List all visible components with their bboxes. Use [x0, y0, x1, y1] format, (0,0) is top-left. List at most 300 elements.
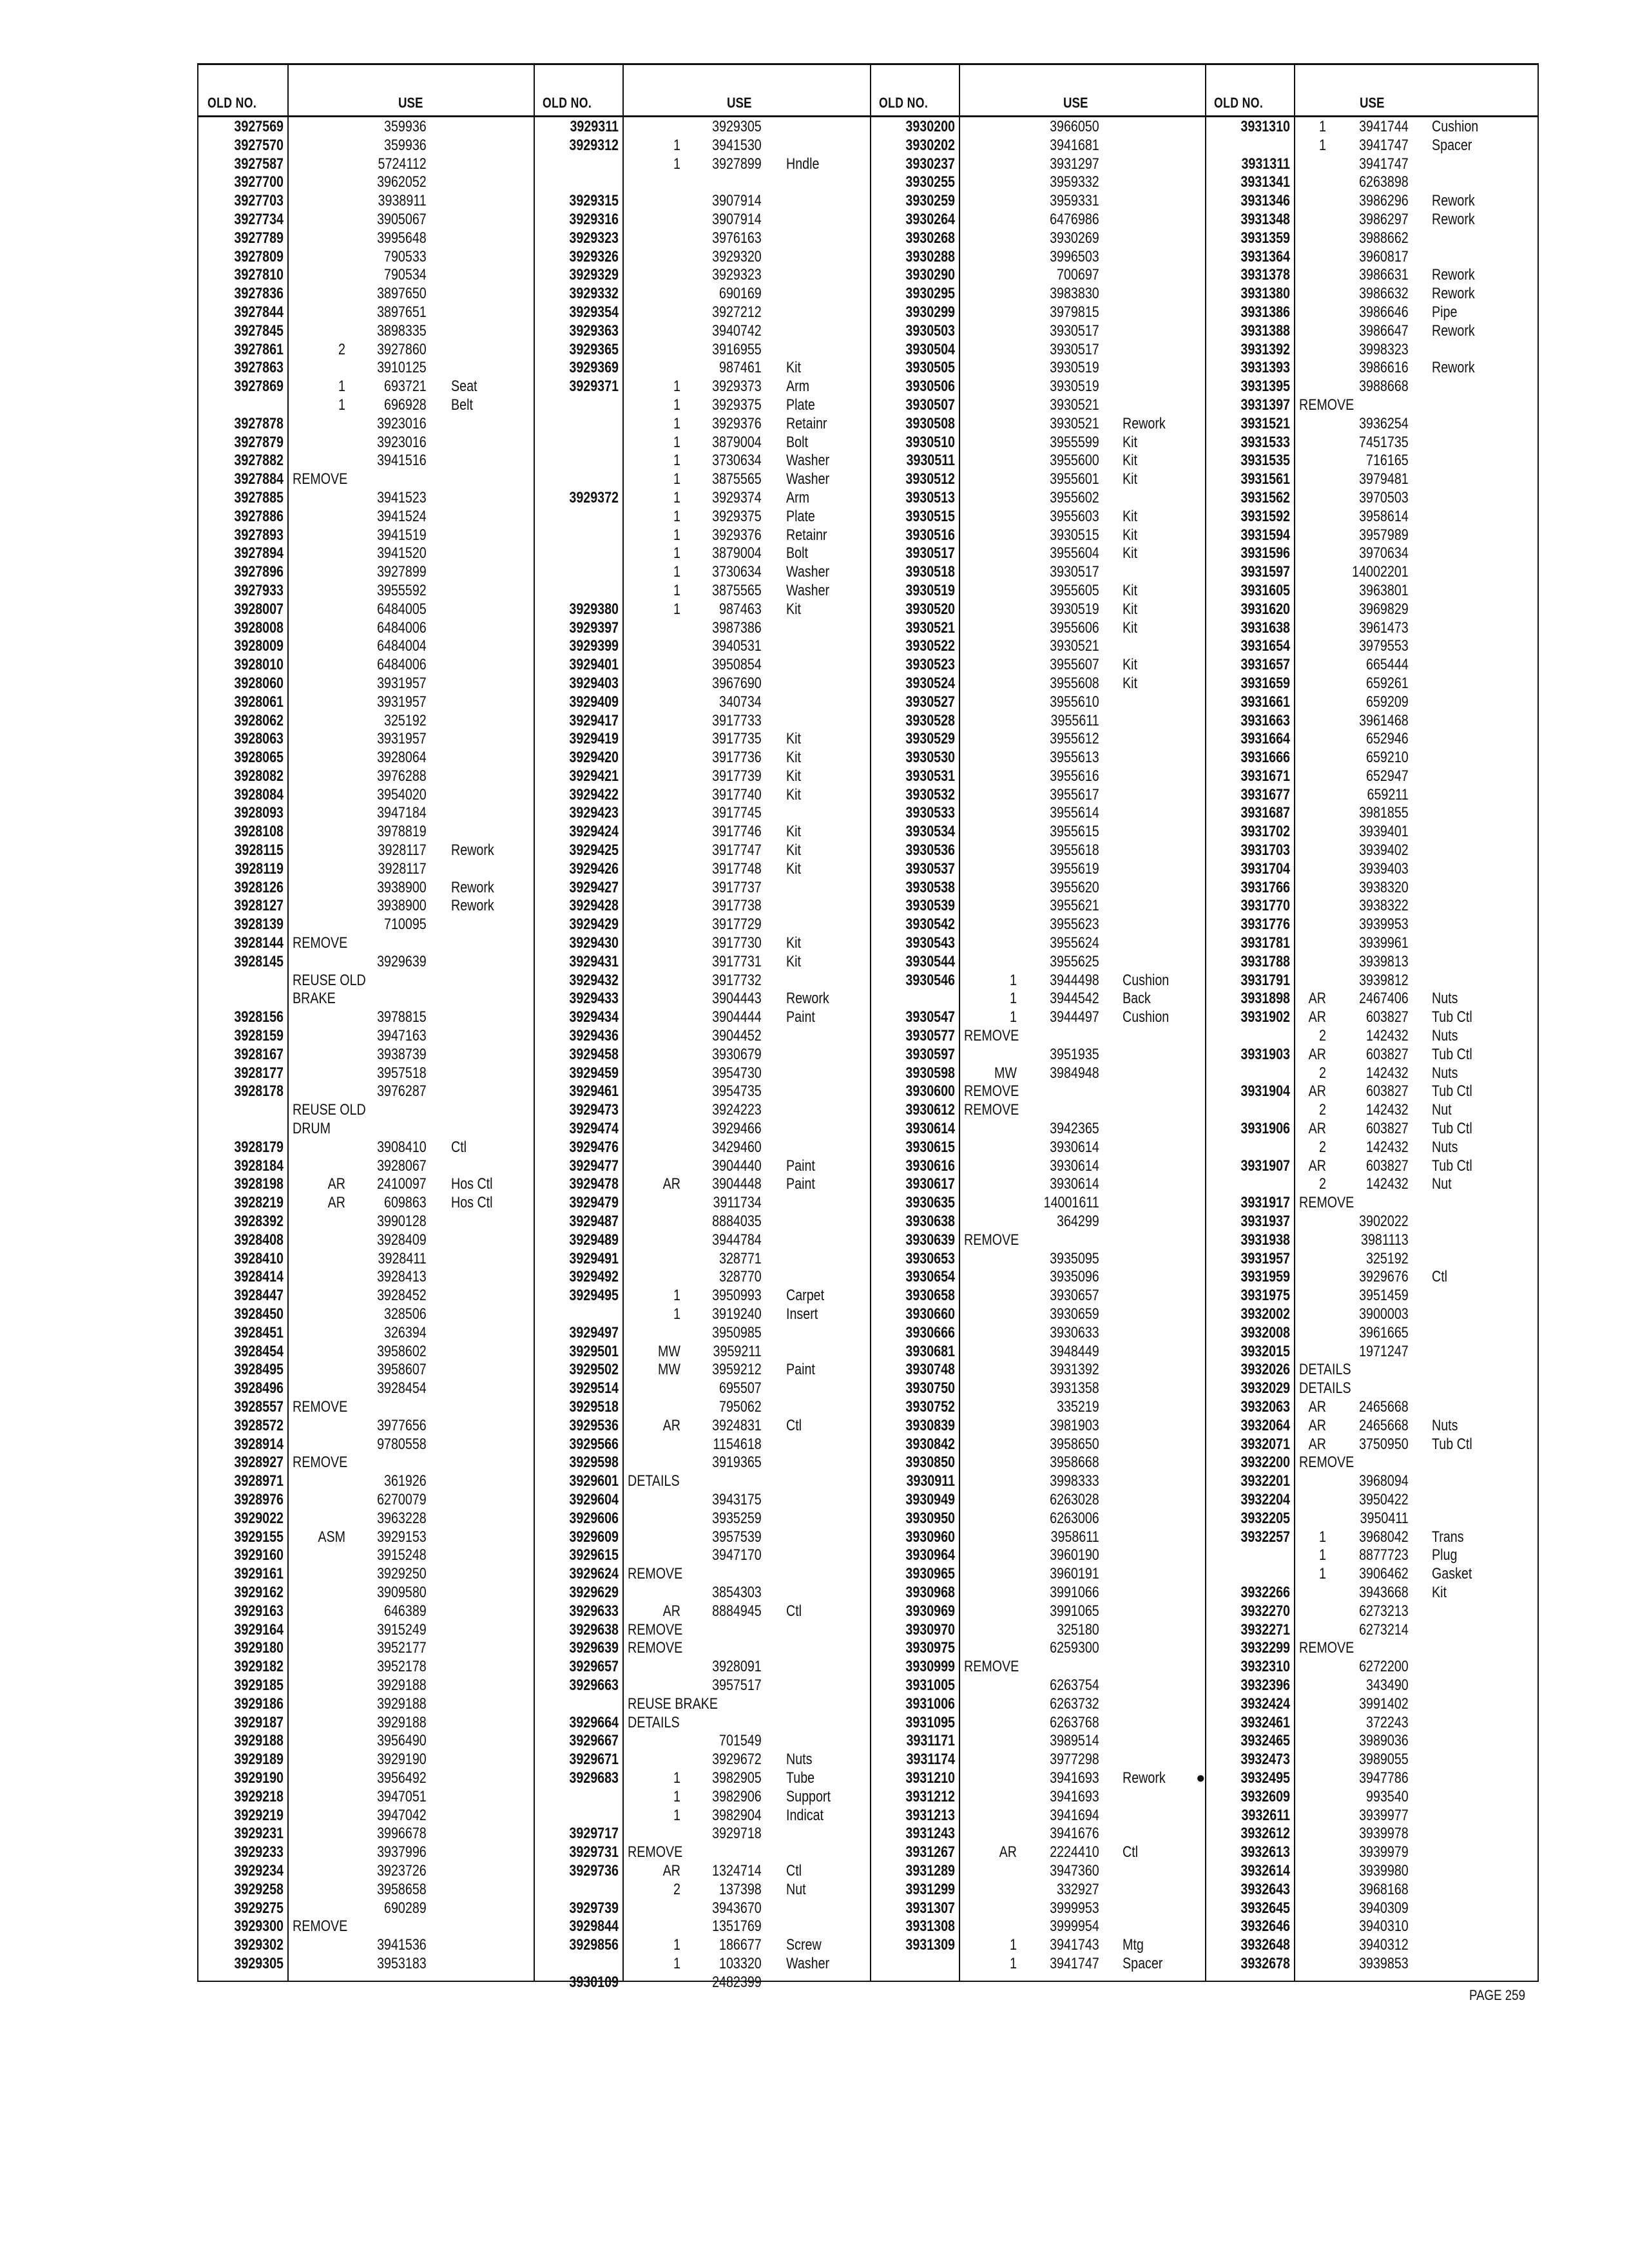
- old-number: 3927734: [234, 210, 284, 228]
- old-number: 3929187: [234, 1713, 284, 1731]
- table-row: [534, 396, 870, 415]
- table-row: [198, 1379, 534, 1398]
- table-row: [870, 1157, 1205, 1176]
- old-number: 3927570: [234, 136, 284, 154]
- table-row: [534, 1602, 870, 1621]
- table-row: [1205, 1120, 1537, 1139]
- table-row: [198, 1287, 534, 1305]
- table-row: [198, 841, 534, 860]
- table-row: [1205, 1546, 1537, 1565]
- table-row: [1205, 322, 1537, 341]
- old-number: 3929459: [569, 1064, 619, 1082]
- old-number: 3929477: [569, 1157, 619, 1175]
- table-row: [534, 1101, 870, 1120]
- table-row: [534, 544, 870, 563]
- description: Ctl: [451, 1138, 467, 1156]
- old-number: 3928084: [234, 785, 284, 803]
- description: Nuts: [1432, 1138, 1458, 1156]
- part-number: 3979481: [1359, 470, 1409, 488]
- table-row: [870, 1101, 1205, 1120]
- table-row: [198, 1955, 534, 1974]
- table-row: [198, 1714, 534, 1733]
- table-row: [534, 860, 870, 879]
- instruction: REUSE OLD: [293, 1101, 366, 1119]
- old-number: 3930533: [905, 804, 955, 822]
- old-number: 3929478: [569, 1175, 619, 1193]
- instruction: DETAILS: [1299, 1361, 1351, 1379]
- table-row: [1205, 1936, 1537, 1955]
- table-row: [198, 601, 534, 619]
- part-number: 3936254: [1359, 414, 1409, 432]
- part-number: 3929672: [712, 1751, 762, 1769]
- part-number: 3930633: [1050, 1323, 1099, 1341]
- table-row: [534, 601, 870, 619]
- quantity: 1: [673, 378, 680, 396]
- part-number: 3982905: [712, 1769, 762, 1787]
- part-number: 3939402: [1359, 841, 1409, 860]
- old-number: 3929491: [569, 1249, 619, 1267]
- quantity: 1: [673, 470, 680, 488]
- part-number: 3924831: [712, 1416, 762, 1434]
- old-number: 3929426: [569, 860, 619, 878]
- part-number: 3939813: [1359, 952, 1409, 970]
- description: Indicat: [786, 1806, 824, 1824]
- part-number: 3958602: [377, 1342, 427, 1360]
- old-number: 3929185: [234, 1676, 284, 1694]
- old-number: 3931770: [1240, 897, 1290, 915]
- old-number: 3931898: [1240, 990, 1290, 1008]
- old-number: 3932473: [1240, 1751, 1290, 1769]
- part-number: 3929153: [377, 1528, 427, 1546]
- table-row: [1205, 1714, 1537, 1733]
- old-number: 3932270: [1240, 1602, 1290, 1620]
- description: Hndle: [786, 155, 820, 173]
- table-row: [198, 229, 534, 248]
- table-row: [534, 155, 870, 174]
- old-number: 3929432: [569, 971, 619, 989]
- old-number: 3930530: [905, 749, 955, 767]
- old-number: 3930532: [905, 785, 955, 803]
- table-row: [534, 470, 870, 489]
- table-row: [198, 1231, 534, 1250]
- description: Cushion: [1432, 118, 1479, 135]
- old-number: 3929380: [569, 600, 619, 618]
- table-row: [870, 1417, 1205, 1436]
- old-number: 3930519: [905, 581, 955, 599]
- old-number: 3930666: [905, 1323, 955, 1341]
- table-row: [198, 897, 534, 916]
- old-number: 3932678: [1240, 1954, 1290, 1972]
- part-number: 3944498: [1050, 971, 1099, 989]
- old-number: 3928108: [234, 823, 284, 841]
- part-number: 659209: [1366, 693, 1409, 711]
- table-row: [1205, 767, 1537, 786]
- table-row: [198, 359, 534, 378]
- table-row: [534, 637, 870, 656]
- old-number: 3931393: [1240, 359, 1290, 377]
- table-row: [534, 1862, 870, 1881]
- table-row: [1205, 582, 1537, 601]
- table-row: [198, 693, 534, 712]
- part-number: 609863: [384, 1194, 427, 1212]
- old-number: 3931766: [1240, 878, 1290, 896]
- part-number: 710095: [384, 916, 427, 934]
- table-row: [198, 1862, 534, 1881]
- old-number: 3928065: [234, 749, 284, 767]
- part-number: 3939979: [1359, 1843, 1409, 1861]
- table-row: [534, 378, 870, 396]
- part-number: 3930657: [1050, 1287, 1099, 1305]
- table-row: [870, 1788, 1205, 1807]
- old-number: 3930504: [905, 340, 955, 358]
- part-number: 142432: [1366, 1138, 1409, 1156]
- part-number: 3996678: [377, 1825, 427, 1843]
- table-row: [1205, 1175, 1537, 1194]
- old-number: 3932200: [1240, 1454, 1290, 1472]
- part-number: 14002201: [1352, 563, 1409, 581]
- table-row: [534, 229, 870, 248]
- quantity: 1: [673, 526, 680, 544]
- part-number: 3929190: [377, 1751, 427, 1769]
- quantity: AR: [662, 1861, 680, 1879]
- part-number: 361926: [384, 1472, 427, 1490]
- part-number: 993540: [1366, 1787, 1409, 1805]
- old-number: 3931906: [1240, 1120, 1290, 1138]
- quantity: AR: [1308, 1398, 1326, 1416]
- old-number: 3929401: [569, 656, 619, 674]
- table-row: [534, 1064, 870, 1083]
- part-number: 3947163: [377, 1027, 427, 1045]
- part-number: 3958607: [377, 1361, 427, 1379]
- table-row: [534, 1231, 870, 1250]
- old-number: 3929731: [569, 1843, 619, 1861]
- part-number: 3959211: [713, 1342, 762, 1360]
- part-number: 3955614: [1050, 804, 1099, 822]
- table-row: [534, 248, 870, 267]
- old-number: 3929316: [569, 210, 619, 228]
- table-row: [1205, 489, 1537, 508]
- description: Kit: [1123, 656, 1137, 674]
- part-number: 790533: [384, 247, 427, 265]
- part-number: 325180: [1057, 1620, 1099, 1639]
- quantity: 1: [673, 155, 680, 173]
- part-number: 3968094: [1359, 1472, 1409, 1490]
- table-row: [198, 192, 534, 211]
- table-row: [198, 1510, 534, 1528]
- description: Tub Ctl: [1432, 1157, 1472, 1175]
- old-number: 3928495: [234, 1361, 284, 1379]
- table-row: [534, 1361, 870, 1379]
- part-number: 3941747: [1359, 136, 1409, 154]
- old-number: 3929663: [569, 1676, 619, 1694]
- table-row: [870, 767, 1205, 786]
- old-number: 3932205: [1240, 1509, 1290, 1527]
- old-number: 3929234: [234, 1861, 284, 1879]
- old-number: 3931907: [1240, 1157, 1290, 1175]
- old-number: 3930506: [905, 378, 955, 396]
- description: Arm: [786, 488, 810, 506]
- part-number: 3988662: [1359, 229, 1409, 247]
- part-number: 3996503: [1050, 247, 1099, 265]
- table-row: [1205, 1658, 1537, 1677]
- old-number: 3928454: [234, 1342, 284, 1360]
- table-row: [870, 285, 1205, 303]
- old-number: 3928008: [234, 619, 284, 637]
- old-number: 3929422: [569, 785, 619, 803]
- old-number: 3930638: [905, 1213, 955, 1231]
- part-number: 142432: [1366, 1064, 1409, 1082]
- old-number: 3930612: [905, 1101, 955, 1119]
- old-number: 3932204: [1240, 1490, 1290, 1508]
- old-number: 3930598: [905, 1064, 955, 1082]
- old-number: 3929354: [569, 303, 619, 321]
- part-number: 3941747: [1050, 1954, 1099, 1972]
- table-row: [198, 1417, 534, 1436]
- table-row: [1205, 1807, 1537, 1825]
- part-number: 3957539: [712, 1528, 762, 1546]
- table-row: [870, 1769, 1205, 1788]
- table-row: [870, 1343, 1205, 1361]
- description: Rework: [1432, 322, 1475, 340]
- part-number: 3919240: [712, 1305, 762, 1323]
- table-row: [534, 1695, 870, 1714]
- quantity: AR: [1308, 1416, 1326, 1434]
- part-number: 2465668: [1359, 1416, 1409, 1434]
- old-number: 3927884: [234, 470, 284, 488]
- table-row: [198, 544, 534, 563]
- part-number: 3989055: [1359, 1751, 1409, 1769]
- table-row: [198, 470, 534, 489]
- old-number: 3931392: [1240, 340, 1290, 358]
- part-number: 3999953: [1050, 1899, 1099, 1917]
- old-number: 3928971: [234, 1472, 284, 1490]
- description: Nut: [786, 1880, 806, 1898]
- old-number: 3932201: [1240, 1472, 1290, 1490]
- old-number: 3929162: [234, 1583, 284, 1601]
- quantity: 1: [1319, 1565, 1326, 1583]
- description: Tub Ctl: [1432, 1082, 1472, 1100]
- old-number: 3930544: [905, 952, 955, 970]
- part-number: 3927860: [377, 340, 427, 358]
- old-number: 3931289: [905, 1861, 955, 1879]
- quantity: AR: [1308, 1082, 1326, 1100]
- table-row: [870, 1287, 1205, 1305]
- old-number: 3930965: [905, 1565, 955, 1583]
- old-number: 3927809: [234, 247, 284, 265]
- part-number: 3957989: [1359, 526, 1409, 544]
- table-row: [1205, 990, 1537, 1008]
- table-row: [534, 1324, 870, 1343]
- old-number: 3928184: [234, 1157, 284, 1175]
- old-number: 3932396: [1240, 1676, 1290, 1694]
- quantity: AR: [1308, 1008, 1326, 1026]
- part-number: 6263006: [1050, 1509, 1099, 1527]
- old-number: 3930600: [905, 1082, 955, 1100]
- old-number: 3931654: [1240, 637, 1290, 655]
- part-number: 3947184: [377, 804, 427, 822]
- part-number: 3956492: [377, 1769, 427, 1787]
- part-number: 3960817: [1359, 247, 1409, 265]
- table-row: [1205, 137, 1537, 155]
- part-number: 2482399: [712, 1973, 762, 1991]
- old-number: 3931975: [1240, 1287, 1290, 1305]
- part-number: 3929375: [712, 507, 762, 525]
- part-number: 3929375: [712, 396, 762, 414]
- old-number: 3930237: [905, 155, 955, 173]
- part-number: 6484005: [377, 600, 427, 618]
- table-row: [870, 1510, 1205, 1528]
- old-number: 3928451: [234, 1323, 284, 1341]
- description: Carpet: [786, 1287, 825, 1305]
- table-row: [198, 434, 534, 452]
- table-row: [870, 1361, 1205, 1379]
- table-row: [198, 489, 534, 508]
- part-number: 3917746: [712, 823, 762, 841]
- part-number: 3875565: [712, 470, 762, 488]
- table-row: [870, 229, 1205, 248]
- old-number: 3932612: [1240, 1825, 1290, 1843]
- old-number: 3930960: [905, 1528, 955, 1546]
- table-row: [198, 637, 534, 656]
- old-number: 3930660: [905, 1305, 955, 1323]
- table-row: [534, 1788, 870, 1807]
- old-number: 3929431: [569, 952, 619, 970]
- table-row: [198, 730, 534, 749]
- table-row: [1205, 1491, 1537, 1510]
- part-number: 3930521: [1050, 637, 1099, 655]
- instruction: REMOVE: [964, 1101, 1019, 1119]
- table-row: [534, 1082, 870, 1101]
- part-number: 3730634: [712, 563, 762, 581]
- part-number: 3930517: [1050, 563, 1099, 581]
- part-number: 3928454: [377, 1379, 427, 1398]
- part-number: 3928117: [378, 860, 427, 878]
- part-number: 3928411: [378, 1249, 427, 1267]
- quantity: 1: [673, 563, 680, 581]
- part-number: 3907914: [712, 210, 762, 228]
- table-row: [870, 1194, 1205, 1213]
- part-number: 340734: [719, 693, 762, 711]
- table-row: [534, 1472, 870, 1491]
- table-row: [870, 1584, 1205, 1602]
- part-number: 3939953: [1359, 916, 1409, 934]
- description: Kit: [1123, 507, 1137, 525]
- old-number: 3929461: [569, 1082, 619, 1100]
- column-header: [1205, 91, 1537, 117]
- table-row: [534, 1881, 870, 1899]
- part-number: 3942365: [1050, 1120, 1099, 1138]
- old-number: 3932611: [1241, 1806, 1290, 1824]
- part-number: 6263754: [1050, 1676, 1099, 1694]
- part-number: 3941523: [377, 488, 427, 506]
- old-number: 3930513: [905, 488, 955, 506]
- old-number: 3927894: [234, 544, 284, 562]
- table-row: [870, 1899, 1205, 1918]
- table-row: [1205, 1231, 1537, 1250]
- part-number: 3955610: [1050, 693, 1099, 711]
- description: Hos Ctl: [451, 1194, 493, 1212]
- table-row: [870, 749, 1205, 767]
- old-number: 3927886: [234, 507, 284, 525]
- old-number: 3927845: [234, 322, 284, 340]
- table-row: [870, 1955, 1205, 1974]
- part-number: 3959212: [712, 1361, 762, 1379]
- part-number: 790534: [384, 266, 427, 284]
- table-row: [870, 953, 1205, 972]
- old-number: 3932063: [1240, 1398, 1290, 1416]
- table-row: [198, 767, 534, 786]
- old-number: 3929615: [569, 1546, 619, 1564]
- quantity: AR: [1308, 1120, 1326, 1138]
- bullet-marker: ●: [1196, 1769, 1206, 1787]
- table-row: [198, 1602, 534, 1621]
- table-row: [534, 730, 870, 749]
- quantity: 1: [673, 433, 680, 451]
- part-number: 3730634: [712, 452, 762, 470]
- table-row: [1205, 155, 1537, 174]
- table-row: [534, 1974, 870, 1992]
- part-number: 3986631: [1359, 266, 1409, 284]
- old-number: 3930503: [905, 322, 955, 340]
- table-row: [1205, 1510, 1537, 1528]
- quantity: 1: [1010, 971, 1017, 989]
- old-number: 3931702: [1240, 823, 1290, 841]
- old-number: 3931904: [1240, 1082, 1290, 1100]
- table-row: [198, 675, 534, 693]
- old-number: 3932646: [1240, 1917, 1290, 1936]
- table-row: [198, 1769, 534, 1788]
- description: Nuts: [1432, 990, 1458, 1008]
- table-row: [1205, 1361, 1537, 1379]
- table-row: [534, 173, 870, 192]
- quantity: MW: [994, 1064, 1017, 1082]
- part-number: 186677: [719, 1936, 762, 1954]
- table-row: [1205, 1287, 1537, 1305]
- old-number: 3930510: [905, 433, 955, 451]
- table-row: [534, 656, 870, 675]
- part-number: 3991402: [1359, 1695, 1409, 1713]
- old-number: 3929474: [569, 1120, 619, 1138]
- old-number: 3928127: [234, 897, 284, 915]
- part-number: 3931297: [1050, 155, 1099, 173]
- description: Belt: [451, 396, 473, 414]
- part-number: 9780558: [377, 1435, 427, 1453]
- old-number: 3928408: [234, 1231, 284, 1249]
- old-number: 3930511: [906, 452, 955, 470]
- table-row: [1205, 1379, 1537, 1398]
- table-row: [1205, 1082, 1537, 1101]
- old-number: 3928198: [234, 1175, 284, 1193]
- quantity: 1: [673, 488, 680, 506]
- old-number: 3931959: [1240, 1268, 1290, 1286]
- table-row: [198, 1751, 534, 1769]
- old-number: 3928177: [234, 1064, 284, 1082]
- instruction: DETAILS: [1299, 1379, 1351, 1398]
- table-row: [198, 1324, 534, 1343]
- part-number: 1351769: [712, 1917, 762, 1936]
- part-number: 3929305: [712, 118, 762, 135]
- old-number: 3928082: [234, 767, 284, 785]
- part-number: 372243: [1366, 1713, 1409, 1731]
- table-row: [1205, 1788, 1537, 1807]
- part-number: 3940309: [1359, 1899, 1409, 1917]
- table-row: [870, 1250, 1205, 1269]
- old-number: 3929629: [569, 1583, 619, 1601]
- old-number: 3928410: [234, 1249, 284, 1267]
- part-number: 3984948: [1050, 1064, 1099, 1082]
- table-row: [534, 1899, 870, 1918]
- table-row: [870, 897, 1205, 916]
